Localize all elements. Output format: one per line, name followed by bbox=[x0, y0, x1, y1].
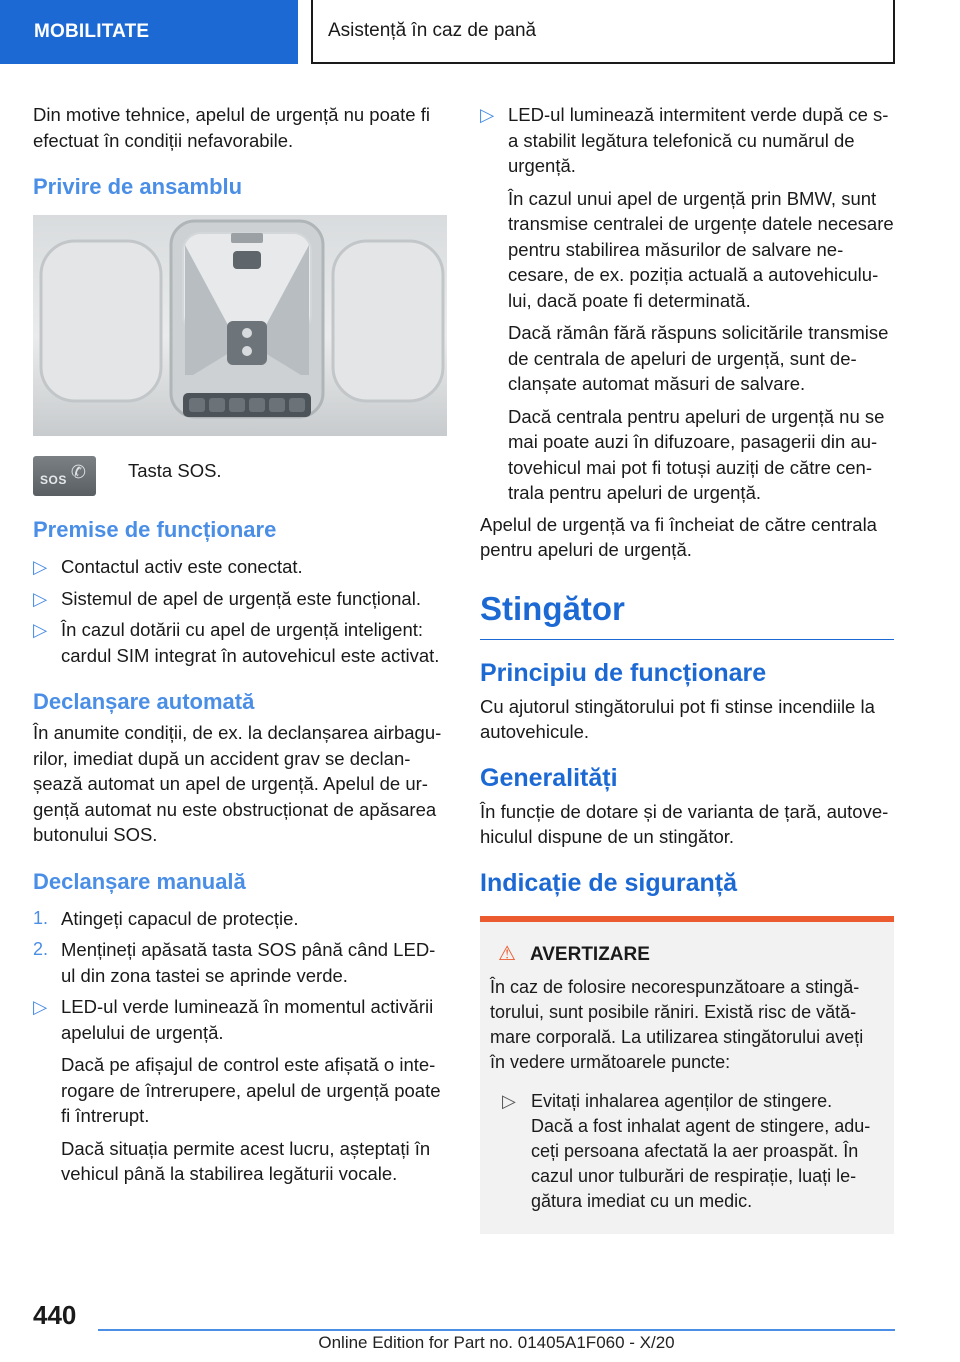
auto-heading: Declanșare automată bbox=[33, 689, 255, 714]
step-number: 1. bbox=[33, 907, 49, 928]
triangle-right-icon: ▷ bbox=[33, 556, 48, 577]
safety-heading: Indicație de siguranță bbox=[480, 868, 738, 897]
warning-box bbox=[480, 916, 894, 1234]
overview-heading: Privire de ansamblu bbox=[33, 174, 243, 199]
triangle-right-icon: ▷ bbox=[33, 996, 48, 1017]
prereq-heading: Premise de funcționare bbox=[33, 517, 277, 542]
auto-text: În anumite condiții, de ex. la declanșarea airbagurilor, imediat după un accident grav se declanșează automat un apel de urgență. Apelul de urgență automat nu este obstrucționat de apăsarea butonului SOS. bbox=[33, 722, 442, 845]
page-number: 440 bbox=[33, 1300, 77, 1330]
footer-edition: Online Edition for Part no. 01405A1F060 - X/20 bbox=[318, 1333, 675, 1352]
list-item: ▷ Sistemul de apel de urgență este funcțional. bbox=[33, 586, 447, 612]
sos-key-label: SOS bbox=[40, 472, 67, 487]
warning-text: În caz de folosire necorespunzătoare a stingătorului, sunt posibile răniri. Există risc de vătămare corporală. La utilizarea stingătorului aveți în vedere următoarele puncte: bbox=[490, 976, 864, 1072]
extinguisher-heading: Stingător bbox=[480, 589, 894, 640]
triangle-right-icon: ▷ bbox=[480, 104, 495, 125]
manual-heading: Declanșare manuală bbox=[33, 868, 246, 894]
chapter-title: Asistență în caz de pană bbox=[311, 0, 895, 64]
sos-caption: Tasta SOS. bbox=[128, 460, 222, 481]
general-heading: Generalități bbox=[480, 763, 618, 792]
step-number: 2. bbox=[33, 939, 49, 959]
list-item: ▷ În cazul dotării cu apel de urgență inteligent: cardul SIM integrat în autovehicul este activat. bbox=[33, 619, 440, 666]
overhead-console-photo bbox=[33, 215, 447, 436]
triangle-right-icon: ▷ bbox=[33, 619, 48, 640]
principle-text: Cu ajutorul stingătorului pot fi stinse incendiile la autovehicule. bbox=[480, 695, 875, 742]
list-item: ▷ LED-ul luminează intermitent verde după ce s-a stabilit legătura telefonică cu numărul de urgență. În cazul unui apel de urgență prin BMW, sunt transmise centralei de urgențe datele necesare pentru stabilirea măsurilor de salvare necesare, de ex. poziția actuală a autovehiculului, dacă poate fi determinată. Dacă rămân fără răspuns solicitările transmise de centrala de apeluri de urgență, sunt declanșate automat măsuri de salvare. Dacă centrala pentru apeluri de urgență nu se mai poate auzi în difuzoare, pasagerii din autovehicul mai pot fi totuși auziți de către centrala pentru apeluri de urgență. bbox=[480, 104, 894, 503]
section-tab: MOBILITATE bbox=[0, 0, 298, 64]
sos-key-row bbox=[33, 456, 447, 496]
warning-header: ⚠ AVERTIZARE bbox=[498, 942, 650, 965]
principle-heading: Principiu de funcționare bbox=[480, 658, 767, 687]
triangle-right-icon: ▷ bbox=[33, 587, 48, 609]
general-text: În funcție de dotare și de varianta de țară, autovehiculul dispune de un stingător. bbox=[480, 800, 889, 847]
intro-text: Din motive tehnice, apelul de urgență nu poate fi efectuat în condiții nefavorabile. bbox=[33, 104, 430, 151]
list-item: ▷ Evitați inhalarea agenților de stingere. Dacă a fost inhalat agent de stingere, aduceți persoana afectată la aer proaspăt. În cazul unor tulburări de respirație, luați legătura imediat cu un medic. bbox=[502, 1090, 871, 1211]
left-column bbox=[33, 102, 447, 1193]
end-text: Apelul de urgență va fi încheiat de către centrala pentru apeluri de urgență. bbox=[480, 513, 877, 560]
footer-divider bbox=[98, 1329, 895, 1331]
list-item: ▷ LED-ul verde luminează în momentul activării apelului de urgență. Dacă pe afișajul de control este afișată o interogare de întrerupere, apelul de urgență poate fi întrerupt. Dacă situația permite acest lucru, așteptați în vehicul până la stabilirea legăturii vocale. bbox=[33, 996, 441, 1184]
step-item: 1. Atingeți capacul de protecție. bbox=[33, 906, 447, 932]
warning-triangle-icon: ⚠ bbox=[498, 942, 516, 965]
triangle-right-icon: ▷ bbox=[502, 1090, 516, 1111]
step-item: 2. Mențineți apăsată tasta SOS până când LED-ul din zona tastei se aprinde verde. bbox=[33, 939, 436, 986]
sos-key-icon bbox=[33, 456, 96, 496]
phone-icon: ✆ bbox=[70, 462, 86, 482]
right-column bbox=[480, 102, 894, 1234]
list-item: ▷ Contactul activ este conectat. bbox=[33, 554, 447, 580]
